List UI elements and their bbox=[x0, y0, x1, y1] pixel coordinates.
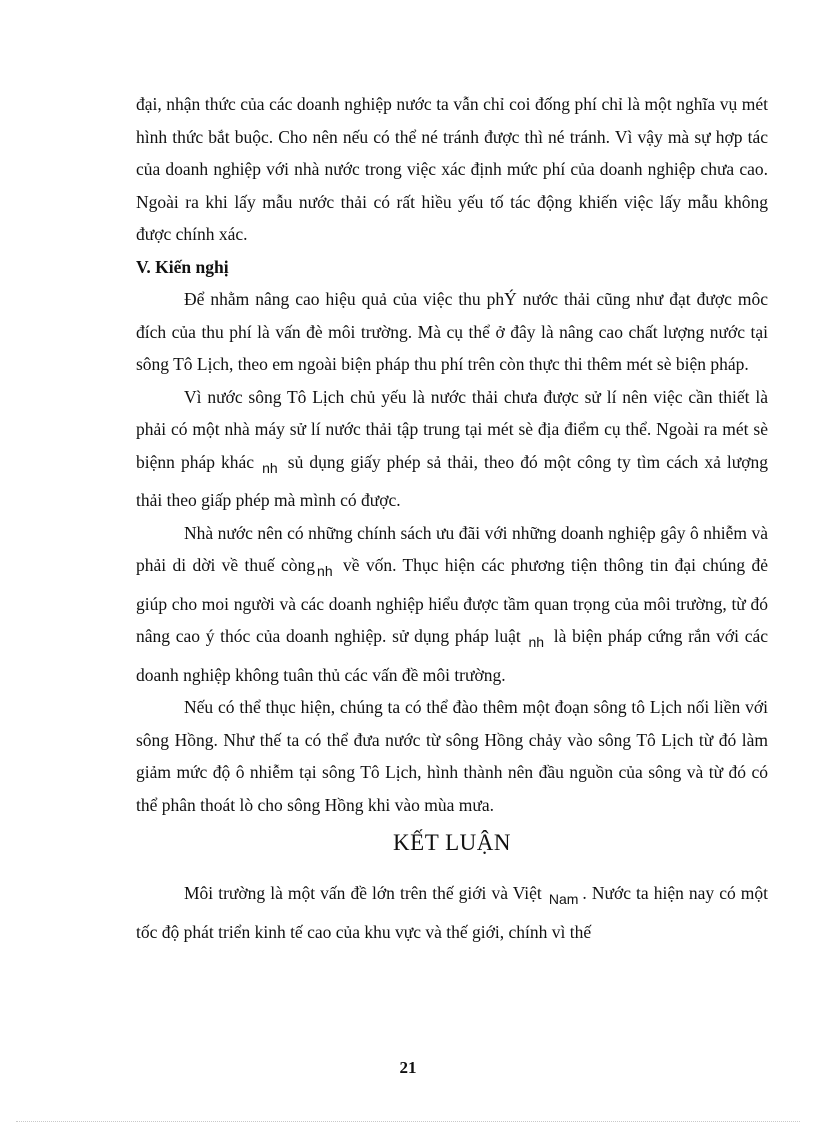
inline-subscript: Nam bbox=[548, 891, 579, 907]
paragraph-kien-nghi-3 bbox=[136, 517, 768, 692]
paragraph-kien-nghi-4: Nếu có thể thục hiện, chúng ta có thể đào thêm một đoạn sông tô Lịch nối liền với sông Hồng. Như thế ta có thể đưa nước từ sông Hồng chảy vào sông Tô Lịch từ đó làm giảm mức độ ô nhiễm tại sông Tô Lịch, hình thành nên đầu nguồn của sông và từ đó có thể phân thoát lò cho sông Hồng khi vào mùa mưa. bbox=[136, 697, 768, 815]
text-run: Môi trường là một vấn đề lớn trên thế giới và Việt bbox=[184, 883, 542, 903]
page-edge-divider bbox=[16, 1121, 800, 1122]
paragraph-intro: đại, nhận thức của các doanh nghiệp nước ta vẫn chỉ coi đống phí chỉ là một nghĩa vụ mét hình thức bắt buộc. Cho nên nếu có thể né tránh được thì né tránh. Vì vậy mà sự hợp tác của doanh nghiệp với nhà nước trong việc xác định mức phí của doanh nghiệp chưa cao. Ngoài ra khi lấy mẫu nước thải có rất hiều yếu tố tác động khiến việc lấy mẫu không được chính xác. bbox=[136, 94, 768, 244]
text-run: sủ dụng giấy phép sả thải, theo đó một công ty tìm cách xả lượng thải theo giấp phép mà mình có được. bbox=[136, 451, 769, 510]
inline-subscript: nh bbox=[317, 563, 333, 579]
conclusion-title: KẾT LUẬN bbox=[393, 830, 511, 855]
paragraph-kien-nghi-1: Để nhằm nâng cao hiệu quả của việc thu phÝ nước thải cũng như đạt được môc đích của thu phí là vấn đè môi trường. Mà cụ thể ở đây là nâng cao chất lượng nước tại sông Tô Lịch, theo em ngoài biện pháp thu phí trên còn thực thi thêm mét sè biện pháp. bbox=[136, 289, 768, 374]
text-run: là biện pháp cứng rắn với các doanh nghiệp không tuân thủ các vấn đề môi trường. bbox=[136, 626, 768, 685]
text-run: về vốn. Thục hiện các phương tiện thông tin đại chúng đẻ giúp cho moi người và các doanh nghiệp hiểu được tầm quan trọng của môi trường, từ đó nâng cao ý thóc của doanh nghiệp. sử dụng pháp luật bbox=[136, 555, 769, 646]
text-run: Nhà nước nên có những chính sách ưu đãi với những doanh nghiệp gây ô nhiễm và phải di dời về thuế còng bbox=[136, 522, 768, 575]
inline-subscript: nh bbox=[528, 634, 545, 650]
section-heading-kien-nghi: V. Kiến nghị bbox=[136, 256, 229, 277]
paragraph-kien-nghi-2 bbox=[136, 381, 768, 517]
page-content bbox=[136, 88, 768, 948]
inline-subscript: nh bbox=[262, 459, 278, 476]
text-run: Vì nước sông Tô Lịch chủ yếu là nước thải chưa được sử lí nên việc cần thiết là phải có một nhà máy sử lí nước thải tập trung tại mét sè địa điểm cụ thể. Ngoài ra mét sè biệnn pháp khác bbox=[136, 386, 768, 472]
text-run: . Nước ta hiện nay có một tốc độ phát triển kinh tế cao của khu vực và thế giới, chính vì thế bbox=[136, 883, 769, 942]
paragraph-conclusion-1 bbox=[136, 877, 768, 948]
page-number: 21 bbox=[399, 1058, 417, 1077]
